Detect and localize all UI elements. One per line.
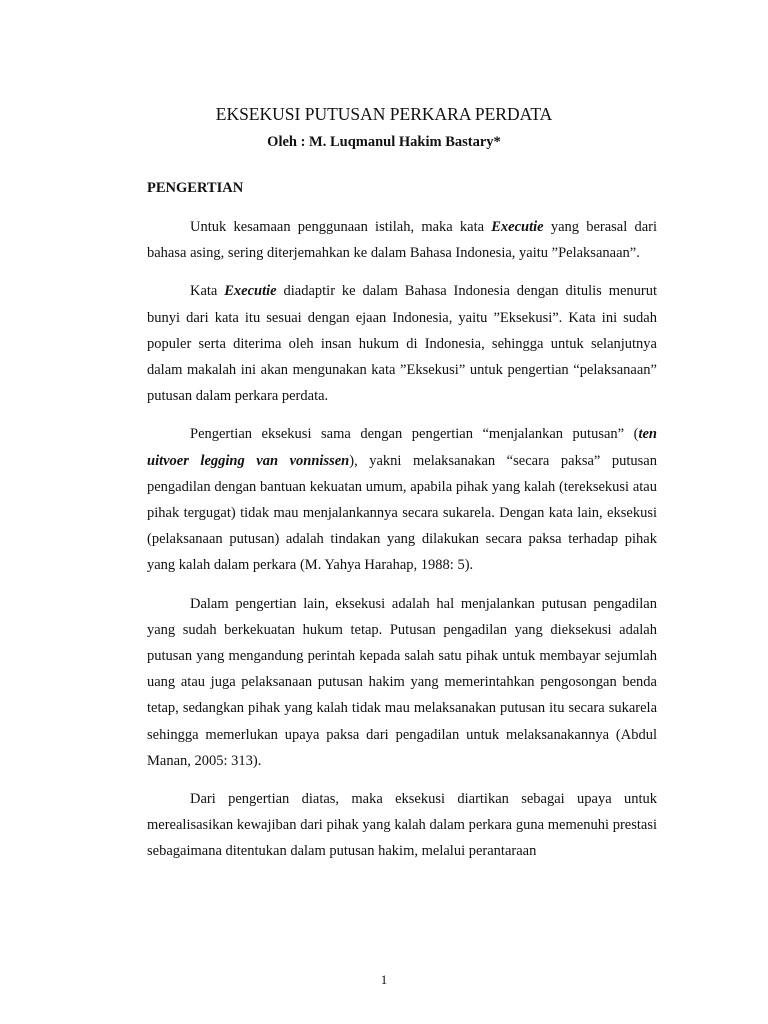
paragraph-5: Dari pengertian diatas, maka eksekusi diartikan sebagai upaya untuk merealisasikan kewajiban dari pihak yang kalah dalam perkara guna memenuhi prestasi sebagaimana ditentukan dalam putusan hakim, melalui perantaraan [147, 791, 657, 860]
paragraph-3 [147, 421, 657, 578]
paragraph-text: Untuk kesamaan penggunaan istilah, maka kata [190, 219, 492, 235]
paragraph-4: Dalam pengertian lain, eksekusi adalah hal menjalankan putusan pengadilan yang sudah berkekuatan hukum tetap. Putusan pengadilan yang dieksekusi adalah putusan yang mengandung perintah kepada salah satu pihak untuk membayar sejumlah uang atau juga pelaksanaan putusan hakim yang memerintahkan pengosongan benda tetap, sedangkan pihak yang kalah tidak mau melaksanakan putusan itu secara sukarela sehingga memerlukan upaya paksa dari pengadilan untuk melaksanakannya (Abdul Manan, 2005: 313). [147, 595, 657, 769]
body-text [147, 214, 657, 865]
paragraph-text: diadaptir ke dalam Bahasa Indonesia dengan ditulis menurut bunyi dari kata itu sesuai dengan ejaan Indonesia, yaitu ”Eksekusi”. Kata ini sudah populer serta diterima oleh insan hukum di Indonesia, sehingga untuk selanjutnya dalam makalah ini akan mengunakan kata ”Eksekusi” untuk pengertian “pelaksanaan” putusan dalam perkara perdata. [147, 283, 658, 405]
emphasis-term: Executie [491, 219, 544, 235]
author-line: Oleh : M. Luqmanul Hakim Bastary* [267, 134, 501, 150]
paragraph-text: yang berasal dari bahasa asing, sering diterjemahkan ke dalam Bahasa Indonesia, yaitu ”Pelaksanaan”. [147, 219, 657, 262]
paragraph-2 [147, 278, 657, 409]
emphasis-term: ten uitvoer legging van vonnissen [147, 426, 657, 469]
section-heading: PENGERTIAN [147, 180, 244, 196]
paragraph-1 [147, 214, 657, 266]
page-number: 1 [380, 972, 388, 987]
paragraph-text: Pengertian eksekusi sama dengan pengertian “menjalankan putusan” ( [190, 426, 639, 443]
paragraph-text: ), yakni melaksanakan “secara paksa” putusan pengadilan dengan bantuan kekuatan umum, apabila pihak yang kalah (tereksekusi atau pihak tergugat) tidak mau menjalankannya secara sukarela. Dengan kata lain, eksekusi (pelaksanaan putusan) adalah tindakan yang dilakukan secara paksa terhadap pihak yang kalah dalam perkara (M. Yahya Harahap, 1988: 5). [147, 452, 657, 574]
emphasis-term: Executie [224, 283, 277, 300]
document-title: EKSEKUSI PUTUSAN PERKARA PERDATA [215, 104, 553, 124]
paragraph-text: Kata [190, 283, 225, 300]
